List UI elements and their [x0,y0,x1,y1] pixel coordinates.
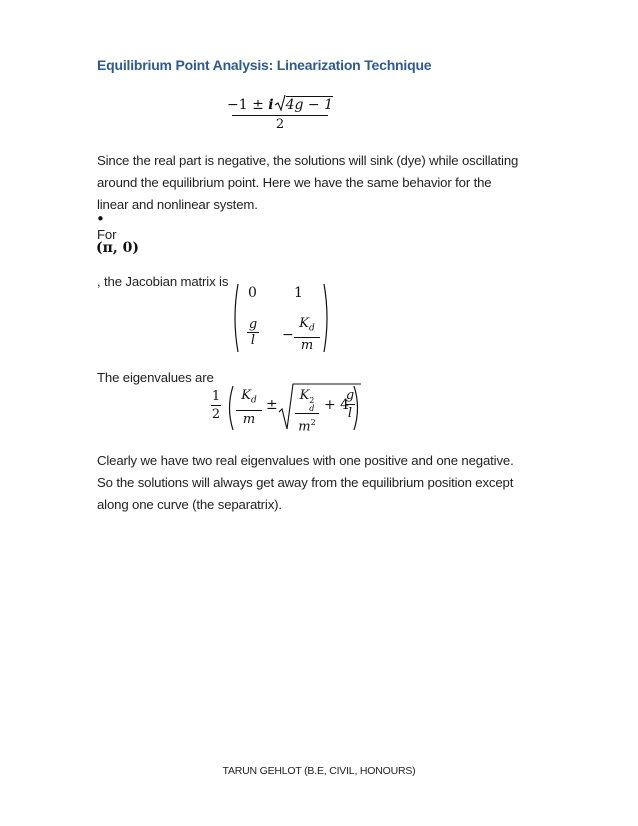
paragraph-line: Clearly we have two real eigenvalues with one positive and one negative. [97,453,514,468]
eq2-b-den: m [298,419,311,435]
matrix-r2c1-num: g [248,317,258,332]
eigenvalues-intro: The eigenvalues are [97,370,214,385]
paragraph-sink-explanation [97,150,557,216]
paragraph-line: along one curve (the separatrix). [97,497,282,512]
left-paren-icon [230,282,240,354]
matrix-r2c2-num: K [299,316,309,331]
jacobian-matrix [230,282,332,356]
eq2-c-num: g [345,388,355,403]
eigenvalue-equation [210,382,362,434]
paragraph-saddle-explanation [97,450,557,516]
paragraph-line: So the solutions will always get away from the equilibrium position except [97,475,514,490]
matrix-r2c1 [246,317,260,348]
jacobian-intro: , the Jacobian matrix is [97,274,229,289]
eq1-imaginary-unit: i [268,97,274,113]
eq2-term-a [235,387,263,428]
matrix-r2c2-den: m [300,337,314,353]
page-footer: TARUN GEHLOT (B.E, CIVIL, HONOURS) [222,765,416,777]
matrix-r1c1: 0 [248,285,257,301]
eq2-a-sub: d [250,395,257,406]
matrix-r2c2 [293,316,321,354]
eq2-plus-minus: ± [266,397,278,413]
page-title: Equilibrium Point Analysis: Linearization Technique [97,57,432,73]
eq2-b-sup: 2 [309,396,315,405]
left-paren-icon [225,384,235,432]
eq2-coefficient [210,388,222,423]
matrix-r2c2-sub: d [308,323,315,334]
eq2-term-b [294,387,320,435]
eq2-plus-four: + 4 [324,397,350,413]
eq1-root-content: 4g − 1 [285,97,334,113]
right-paren-icon [322,282,332,354]
paragraph-line: linear and nonlinear system. [97,197,258,212]
sqrt-icon [274,94,286,112]
for-label: For [97,227,117,242]
eq1-numerator-lead: −1 ± [226,97,269,113]
eq2-coef-num: 1 [211,389,221,404]
matrix-r2c1-den: l [250,333,256,348]
matrix-r1c2: 1 [294,285,303,301]
eq2-a-den: m [242,411,256,427]
equilibrium-point: (π, 0) [96,240,139,256]
eq2-b-num: K [299,388,310,403]
eq1-denominator: 2 [275,117,285,132]
matrix-r2c2-sign: − [282,327,294,343]
bullet-icon: • [96,210,105,228]
paragraph-line: Since the real part is negative, the solutions will sink (dye) while oscillating [97,153,519,168]
eq2-a-num: K [241,388,251,403]
paragraph-line: around the equilibrium point. Here we have the same behavior for the [97,175,492,190]
equation-complex-roots [226,94,334,134]
eq2-c-den: l [347,406,353,421]
eq2-b-sub: d [309,404,315,413]
eq2-coef-den: 2 [211,407,221,422]
eq2-b-den-sup: 2 [310,418,316,427]
right-paren-icon [352,384,362,432]
